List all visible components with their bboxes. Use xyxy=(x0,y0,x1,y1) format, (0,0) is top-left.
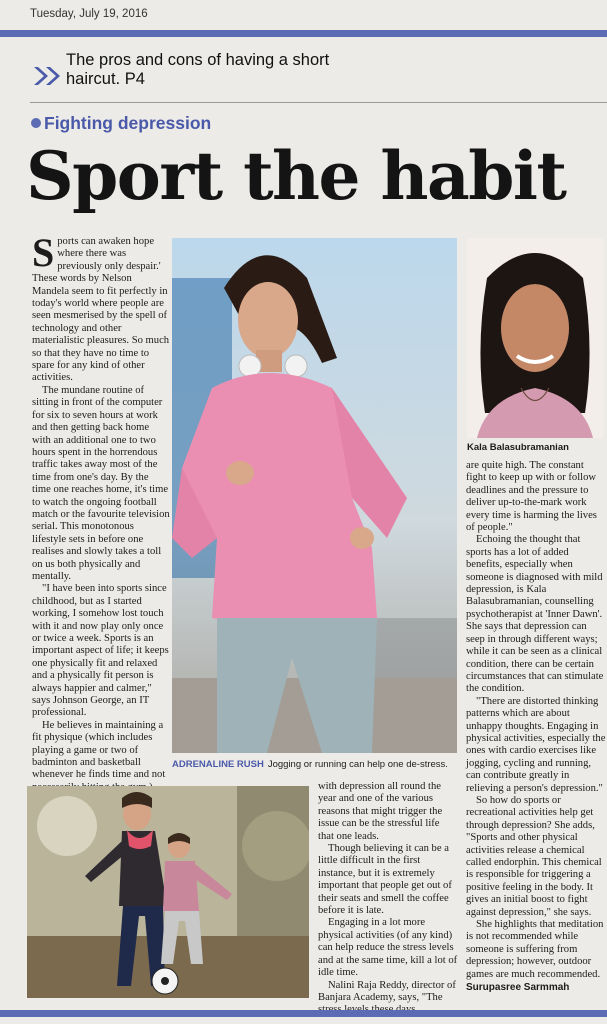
byline: Surupasree Sarmmah xyxy=(466,982,570,994)
paragraph: with depression all round the year and one of the various reasons that might trigger the issue can be the stressful life that one leads. xyxy=(318,781,443,842)
portrait-photo xyxy=(467,238,603,438)
portrait-caption: Kala Balasubramanian xyxy=(467,442,569,453)
top-accent-bar xyxy=(0,30,607,37)
header-divider xyxy=(30,102,607,103)
section-kicker: Fighting depression xyxy=(44,113,212,133)
bottom-accent-bar xyxy=(0,1010,607,1017)
main-photo-jogger xyxy=(172,238,457,753)
issue-date: Tuesday, July 19, 2016 xyxy=(30,8,148,20)
paragraph: are quite high. The constant fight to keep up with or follow deadlines and the pressure to deliver up-to-the-mark work every time is harming the lives of people." xyxy=(466,460,597,534)
caption-lead: ADRENALINE RUSH xyxy=(172,759,264,770)
paragraph: ports can awaken hope where there was previously only despair.' These words by Nelson Mandela seem to fit perfectly in today's world where people are seen mesmerised by the spell of technology and other materialistic pleasures. So much so that they have no time to spare for any kind of other activities. xyxy=(32,236,170,384)
kicker-bullet-icon xyxy=(31,118,41,128)
headline: Sport the habit xyxy=(26,137,566,215)
paragraph: Engaging in a lot more physical activities (of any kind) can help reduce the stress levels and at the same time, kill a lot of idle time. xyxy=(318,917,458,979)
paragraph: Echoing the thought that sports has a lot of added benefits, especially when someone is diagnosed with mild depression, is Kala Balasubramanian, counselling psychotherapist at 'Inner Dawn'. She says that depression can seep in through different ways; while it can be seen as a clinical condition, there can be certain circumstances that can stimulate the condition. xyxy=(466,534,604,695)
paragraph: "I have been into sports since childhood, but as I started working, I somehow lost touch with it and now play only once or twice a week. Sports is an important aspect of life; it keeps one physically fit and relaxed and a physically fit person is always happier and calmer," says Johnson George, an IT professional. xyxy=(32,583,169,719)
article-column-3 xyxy=(466,460,606,994)
teaser-link[interactable]: The pros and cons of having a short haircut. P4 xyxy=(66,51,330,88)
football-photo xyxy=(27,786,309,998)
paragraph: The mundane routine of sitting in front of the computer for six to seven hours at work and then getting back home with an additional one to two hours spent in the horrendous traffic takes away most of the time from one's day. By the time one reaches home, it's time to watch the ongoing football match or the favourite television serial. This monotonous lifestyle sets in before one realises and slowly takes a toll on us both physically and mentally. xyxy=(32,384,170,582)
main-photo-caption xyxy=(172,757,462,770)
paragraph: Though believing it can be a little difficult in the first instance, but it is extremely important that people get out of their seats and smell the coffee before it is late. xyxy=(318,843,452,917)
paragraph: Nalini Raja Reddy, director of Banjara Academy, says, "The xyxy=(318,979,456,1003)
double-chevron-icon xyxy=(32,64,62,88)
paragraph: "There are distorted thinking patterns which are about unhappy thoughts. Engaging in physical activities, especially the ones with cardio exercises like jogging, cycling and running, can contribute greatly in relieving a person's depression." xyxy=(466,695,606,794)
paragraph: He believes in maintaining a fit physique (which includes playing a game or two of badminton and basketball whenever he finds time and not xyxy=(32,719,166,781)
paragraph: So how do sports or recreational activities help get through depression? She adds, "Sports and other physical activities release a chemical called endorphin. This chemical is responsible for triggering a positive feeling in the body. It gives an initial boost to fight against depression," she says. xyxy=(466,794,602,918)
dropcap: S xyxy=(32,230,55,275)
caption-text: Jogging or running can help one de-stress. xyxy=(267,759,448,770)
paragraph: She highlights that meditation is not recommended while someone is suffering from depression; however, outdoor games are much recommended. xyxy=(466,919,604,980)
article-column-1 xyxy=(32,230,170,807)
article-column-2 xyxy=(318,781,458,1017)
